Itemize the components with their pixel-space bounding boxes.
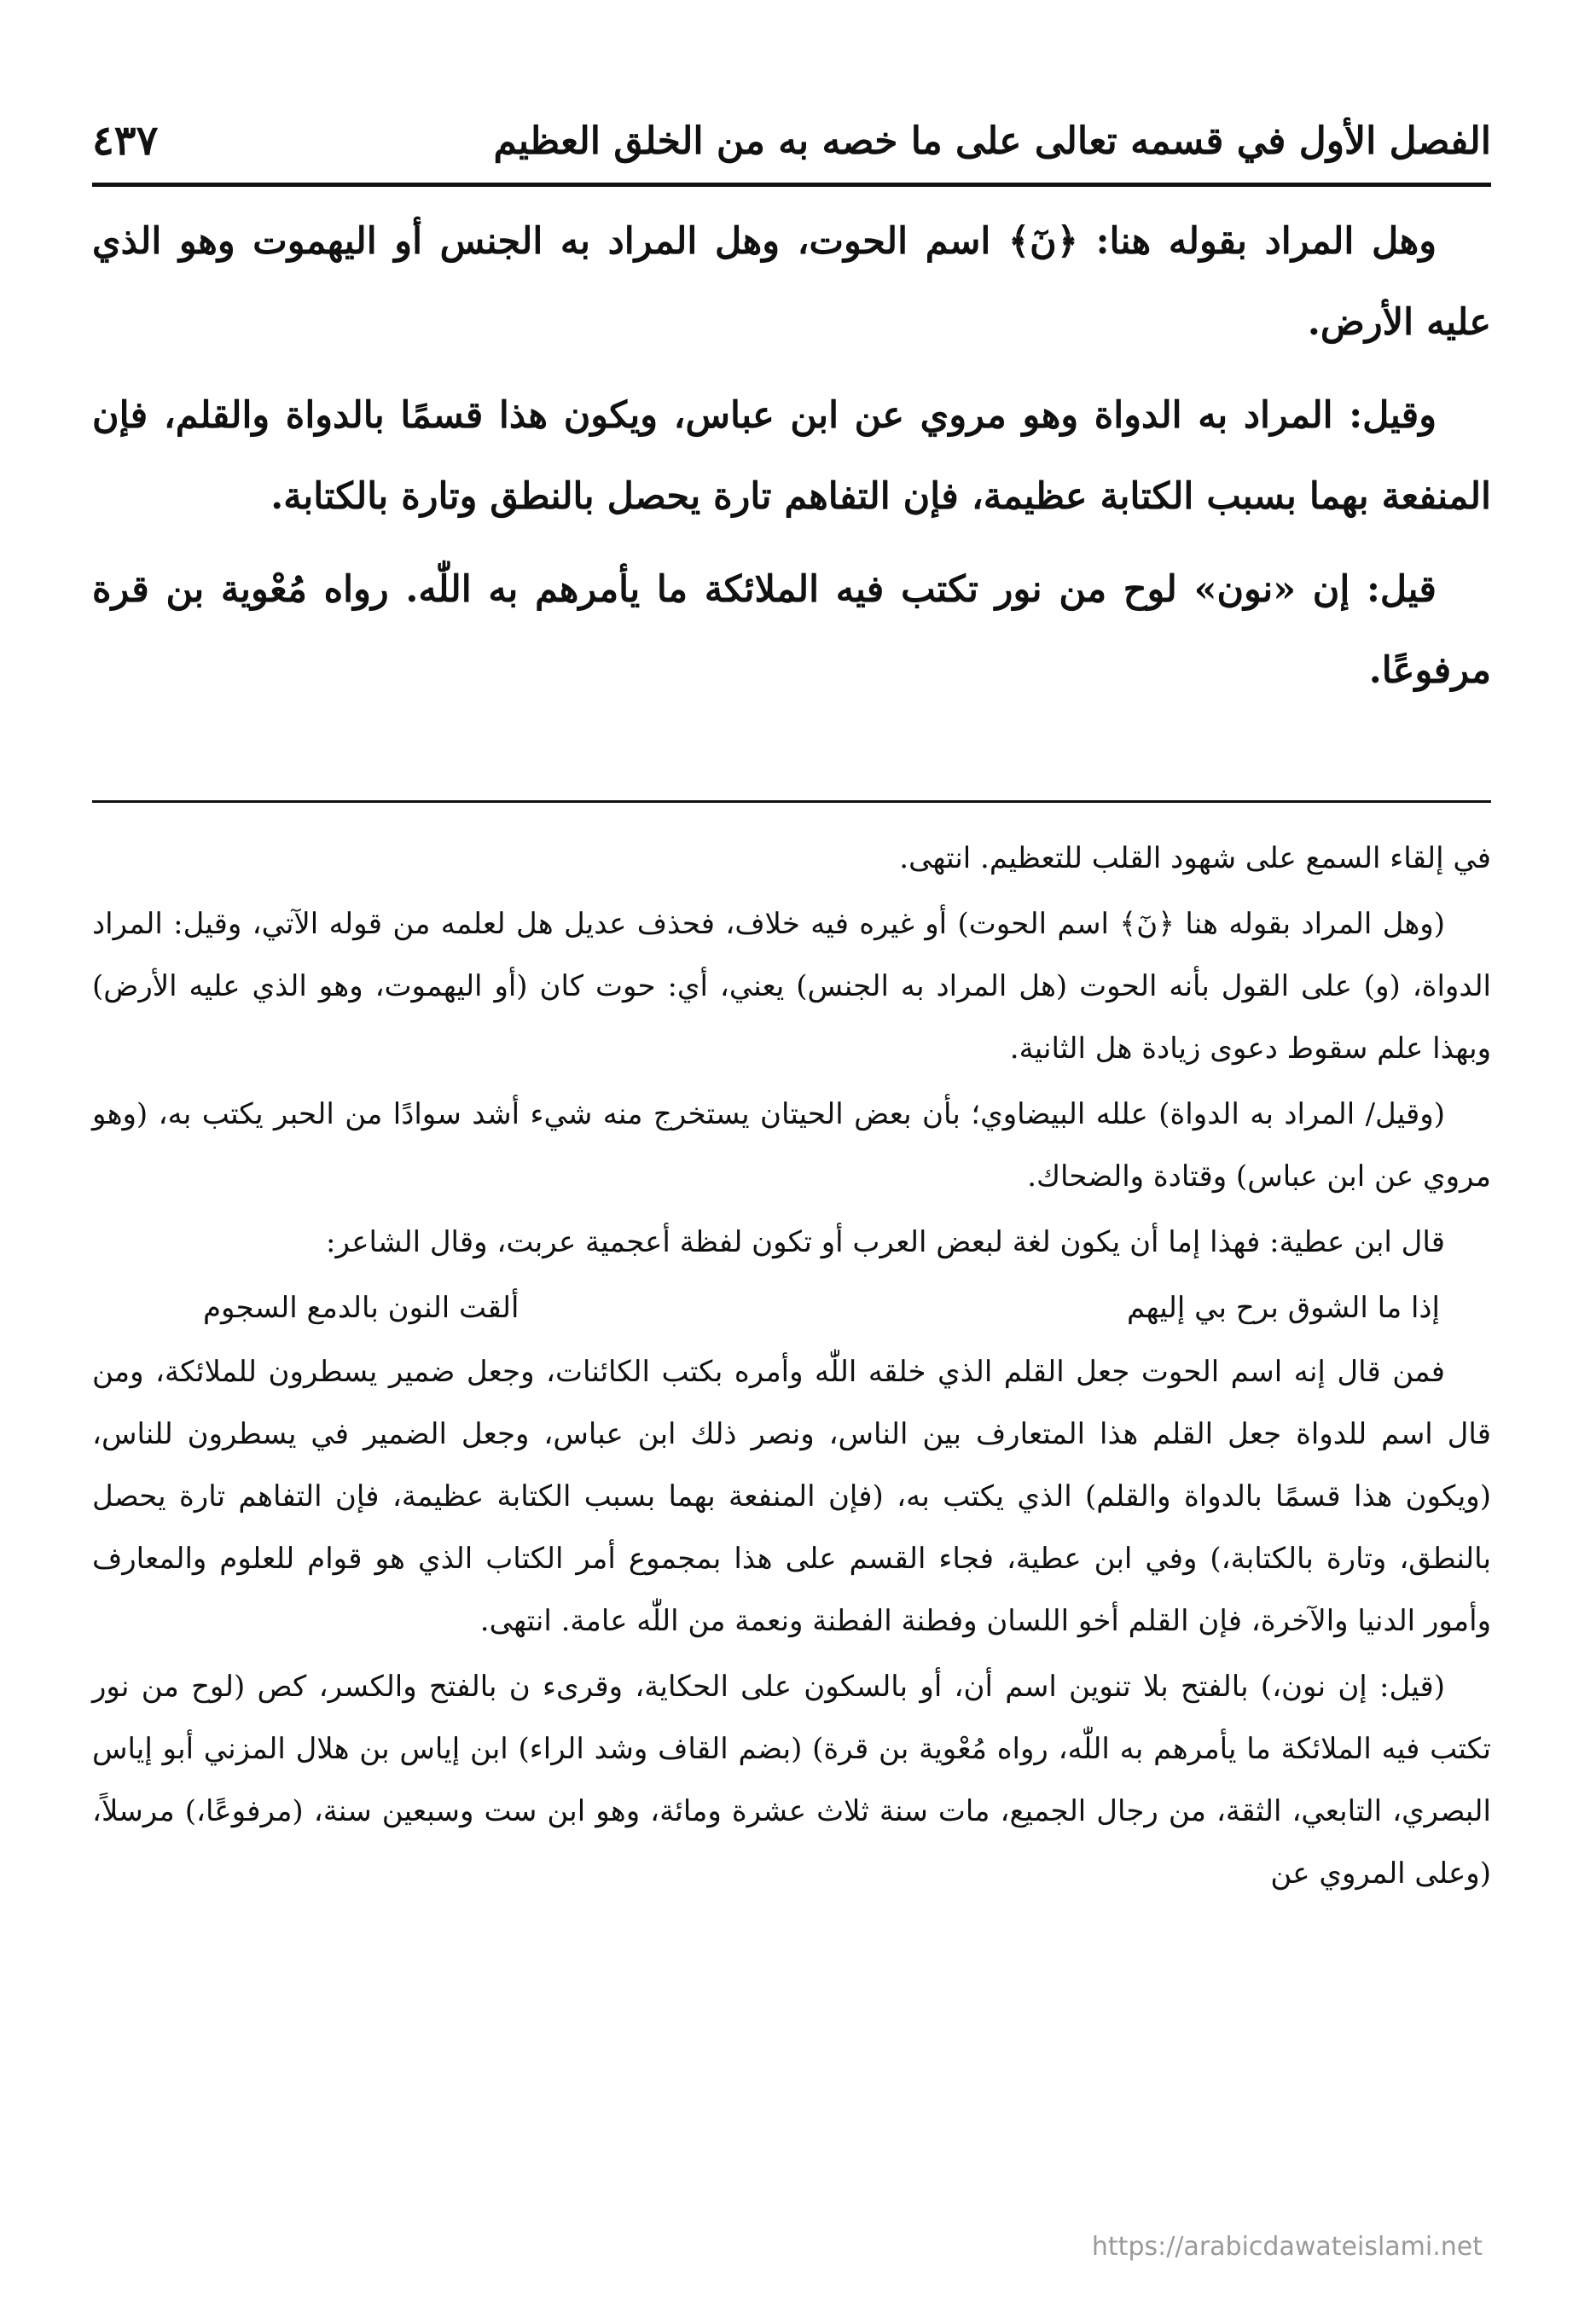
commentary-paragraph: (وهل المراد بقوله هنا ﴿نٓ﴾ اسم الحوت) أو غيره فيه خلاف، فحذف عديل هل لعلمه من قوله الآتي، وقيل: المراد الدواة، (و) على القول بأنه الحوت (هل المراد به الجنس) يعني، أي: حوت كان (أو اليهموت، وهو الذي عليه الأرض) وبهذا علم سقوط دعوى زيادة هل الثانية. xyxy=(92,907,1491,1066)
main-paragraph: وقيل: المراد به الدواة وهو مروي عن ابن عباس، ويكون هذا قسمًا بالدواة والقلم، فإن المنفعة بهما بسبب الكتابة عظيمة، فإن التفاهم تارة يحصل بالنطق وتارة بالكتابة. xyxy=(92,394,1491,518)
commentary-intro: في إلقاء السمع على شهود القلب للتعظيم. انتهى. xyxy=(899,841,1491,875)
commentary xyxy=(92,828,1491,1909)
header-rule xyxy=(92,183,1491,187)
verse-second-hemistich: ألقت النون بالدمع السجوم xyxy=(203,1291,519,1325)
main-text xyxy=(92,201,1491,723)
commentary-paragraph: (قيل: إن نون،) بالفتح بلا تنوين اسم أن، أو بالسكون على الحكاية، وقرىء ن بالفتح والكسر، كص (لوح من نور تكتب فيه الملائكة ما يأمرهم به اللّٰه، رواه مُعْوية بن قرة) (بضم القاف وشد الراء) ابن إياس بن هلال المزني أبو إياس البصري، التابعي، الثقة، من رجال الجميع، مات سنة ثلاث عشرة ومائة، وهو ابن ست وسبعين سنة، (مرفوعًا،) مرسلاً، (وعلى المروي عن xyxy=(92,1670,1491,1891)
commentary-paragraph: فمن قال إنه اسم الحوت جعل القلم الذي خلقه اللّٰه وأمره بكتب الكائنات، وجعل ضمير يسطرون للملائكة، ومن قال اسم للدواة جعل القلم هذا المتعارف بين الناس، ونصر ذلك ابن عباس، وجعل الضمير في يسطرون للناس، (ويكون هذا قسمًا بالدواة والقلم) الذي يكتب به، (فإن المنفعة بهما بسبب الكتابة عظيمة، فإن التفاهم تارة يحصل بالنطق، وتارة بالكتابة،) وفي ابن عطية، فجاء القسم على هذا بمجموع أمر الكتاب الذي هو قوام للعلوم والمعارف وأمور الدنيا والآخرة، فإن القلم أخو اللسان وفطنة الفطنة ونعمة من اللّٰه عامة. انتهى. xyxy=(92,1355,1491,1638)
main-paragraph: وهل المراد بقوله هنا: ﴿نٓ﴾ اسم الحوت، وهل المراد به الجنس أو اليهموت وهو الذي عليه الأرض. xyxy=(92,220,1491,344)
commentary-paragraph: (وقيل/ المراد به الدواة) علله البيضاوي؛ بأن بعض الحيتان يستخرج منه شيء أشد سوادًا من الحبر يكتب به، (وهو مروي عن ابن عباس) وقتادة والضحاك. xyxy=(92,1097,1491,1194)
commentary-paragraph: قال ابن عطية: فهذا إما أن يكون لغة لبعض العرب أو تكون لفظة أعجمية عربت، وقال الشاعر: xyxy=(326,1225,1445,1259)
page-header xyxy=(92,102,1491,179)
page-number: ٤٣٧ xyxy=(92,117,159,165)
main-paragraph: قيل: إن «نون» لوح من نور تكتب فيه الملائكة ما يأمرهم به اللّٰه. رواه مُعْوية بن قرة مرفوعًا. xyxy=(92,568,1491,692)
running-title: الفصل الأول في قسمه تعالى على ما خصه به من الخلق العظيم xyxy=(493,119,1491,163)
verse-first-hemistich: إذا ما الشوق برح بي إليهم xyxy=(1126,1291,1440,1325)
footnote-separator xyxy=(92,800,1491,803)
watermark-url: https://arabicdawateislami.net xyxy=(1091,2232,1483,2262)
poetry-verse xyxy=(92,1277,1491,1339)
